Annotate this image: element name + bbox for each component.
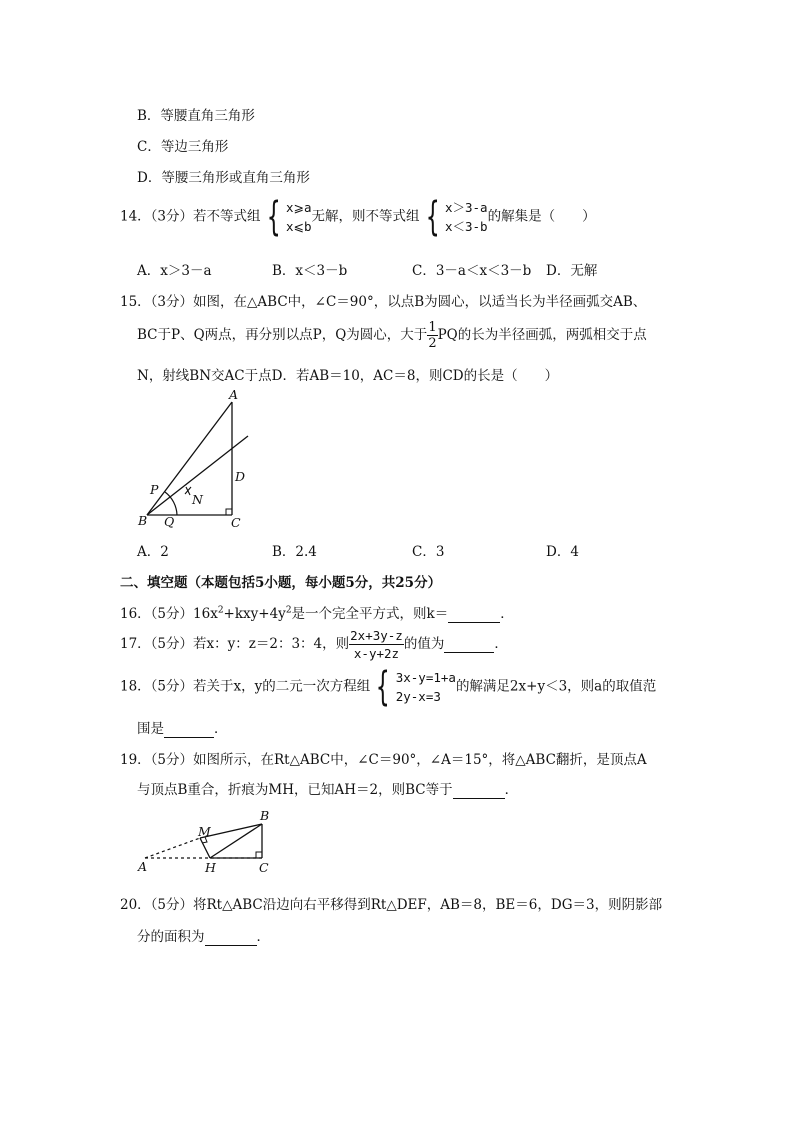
q16-stem — [120, 602, 514, 623]
q17-fraction — [349, 627, 404, 662]
label-d: D — [235, 469, 246, 484]
q18-brace: { — [375, 664, 390, 710]
q20-line2-text: 分的面积为 — [137, 929, 205, 945]
q16-answer-blank[interactable] — [448, 606, 500, 623]
q15-line2-post: PQ的长为半径画弧，两弧相交于点 — [437, 327, 647, 343]
q19-figure — [130, 805, 280, 877]
q18-answer-blank[interactable] — [164, 721, 214, 738]
q18-pre: 18．（5分）若关于x，y的二元一次方程组 — [120, 678, 371, 695]
q17-frac-den: x-y+2z — [353, 646, 400, 661]
q14-brace-1: { — [266, 194, 281, 240]
q16-post: 是一个完全平方式，则k＝ — [291, 606, 449, 622]
q14-stem — [120, 194, 596, 240]
label-q: Q — [164, 514, 175, 529]
q17-frac-num: 2x+3y-z — [350, 628, 403, 643]
q14-system-2 — [445, 198, 488, 236]
q19-end: ． — [504, 782, 519, 798]
q15-frac-den: 2 — [428, 336, 437, 351]
q14-option-b: B．x＜3－b — [272, 263, 348, 279]
q18-post: 的解满足2x+y＜3，则a的取值范 — [455, 678, 657, 695]
q20-line1: 20．（5分）将Rt△ABC沿边向右平移得到Rt△DEF，AB＝8，BE＝6，DG＝3，则阴影部 — [120, 897, 663, 913]
label-b: B — [260, 808, 270, 823]
q18-system — [396, 668, 456, 706]
q15-option-a: A．2 — [137, 544, 169, 560]
q19-line2 — [137, 778, 518, 799]
right-angle-c — [256, 852, 262, 858]
segment-mh — [200, 838, 210, 858]
q17-end: ． — [494, 636, 508, 652]
q15-line1: 15．（3分）如图，在△ABC中，∠C＝90°，以点B为圆心，以适当长为半径画弧交AB、 — [120, 294, 647, 310]
segment-hb — [210, 824, 262, 858]
q19-line2-text: 与顶点B重合，折痕为MH，已知AH＝2，则BC等于 — [137, 782, 453, 798]
q18-sys-line1: 3x-y=1+a — [395, 670, 456, 685]
q16-end: ． — [500, 606, 514, 622]
q15-option-c: C．3 — [412, 544, 445, 560]
q13-option-b: B．等腰直角三角形 — [137, 108, 255, 124]
q18-line2-text: 围是 — [137, 721, 164, 737]
q14-option-a: A．x＞3－a — [137, 263, 212, 279]
q14-sys1-line1: x⩾a — [285, 200, 312, 215]
q15-line2-pre: BC于P、Q两点，再分别以点P，Q为圆心，大于 — [137, 327, 428, 343]
q15-option-d: D．4 — [546, 544, 579, 560]
q13-option-d: D．等腰三角形或直角三角形 — [137, 170, 310, 186]
label-a: A — [229, 387, 239, 402]
q16-pre: 16．（5分）16x — [120, 606, 218, 622]
q16-sup2: 2 — [285, 605, 292, 616]
q19-answer-blank[interactable] — [453, 782, 505, 799]
q17-stem — [120, 627, 508, 662]
label-n: N — [192, 492, 203, 507]
q20-line2 — [137, 925, 270, 946]
label-h: H — [205, 860, 216, 875]
segment-am-dashed — [145, 838, 200, 858]
label-p: P — [150, 482, 159, 497]
label-b: B — [138, 513, 148, 528]
q15-fraction — [427, 320, 437, 351]
q14-prefix: 14．（3分）若不等式组 — [120, 208, 261, 225]
label-c: C — [259, 860, 269, 875]
q20-end: ． — [256, 929, 270, 945]
q20-answer-blank[interactable] — [205, 929, 257, 946]
q14-middle: 无解，则不等式组 — [311, 208, 420, 225]
q17-post: 的值为 — [403, 636, 445, 652]
q18-stem — [120, 664, 657, 710]
q15-line2 — [137, 320, 647, 351]
q14-system-1 — [286, 198, 312, 236]
q15-option-b: B．2.4 — [272, 544, 317, 560]
q16-mid: +kxy+4y — [223, 606, 286, 622]
q15-line3: N，射线BN交AC于点D．若AB＝10，AC＝8，则CD的长是（ ） — [137, 368, 559, 384]
q14-sys2-line1: x＞3-a — [444, 200, 488, 215]
q13-option-c: C．等边三角形 — [137, 139, 229, 155]
q15-figure — [130, 385, 270, 535]
q18-sys-line2: 2y-x=3 — [395, 689, 441, 704]
q18-end: ． — [214, 721, 228, 737]
q14-sys2-line2: x＜3-b — [444, 219, 488, 234]
label-c: C — [231, 515, 241, 530]
q17-pre: 17．（5分）若x：y：z＝2：3：4，则 — [120, 636, 350, 652]
section-2-heading: 二、填空题（本题包括5小题，每小题5分，共25分） — [120, 575, 442, 591]
q17-answer-blank[interactable] — [444, 636, 494, 653]
q14-option-c: C．3－a＜x＜3－b — [412, 263, 532, 279]
arc-mark-2 — [185, 487, 191, 494]
q14-sys1-line2: x⩽b — [285, 219, 312, 234]
q16-sup1: 2 — [217, 605, 224, 616]
q14-suffix: 的解集是（ ） — [487, 208, 596, 225]
q19-line1: 19．（5分）如图所示，在Rt△ABC中，∠C＝90°，∠A＝15°，将△ABC翻折，是顶点A — [120, 752, 647, 768]
label-a: A — [138, 859, 148, 874]
q18-line2 — [137, 717, 228, 738]
label-m: M — [198, 824, 211, 839]
q14-option-d: D．无解 — [546, 263, 598, 279]
q15-frac-num: 1 — [428, 320, 437, 335]
q14-brace-2: { — [425, 194, 440, 240]
